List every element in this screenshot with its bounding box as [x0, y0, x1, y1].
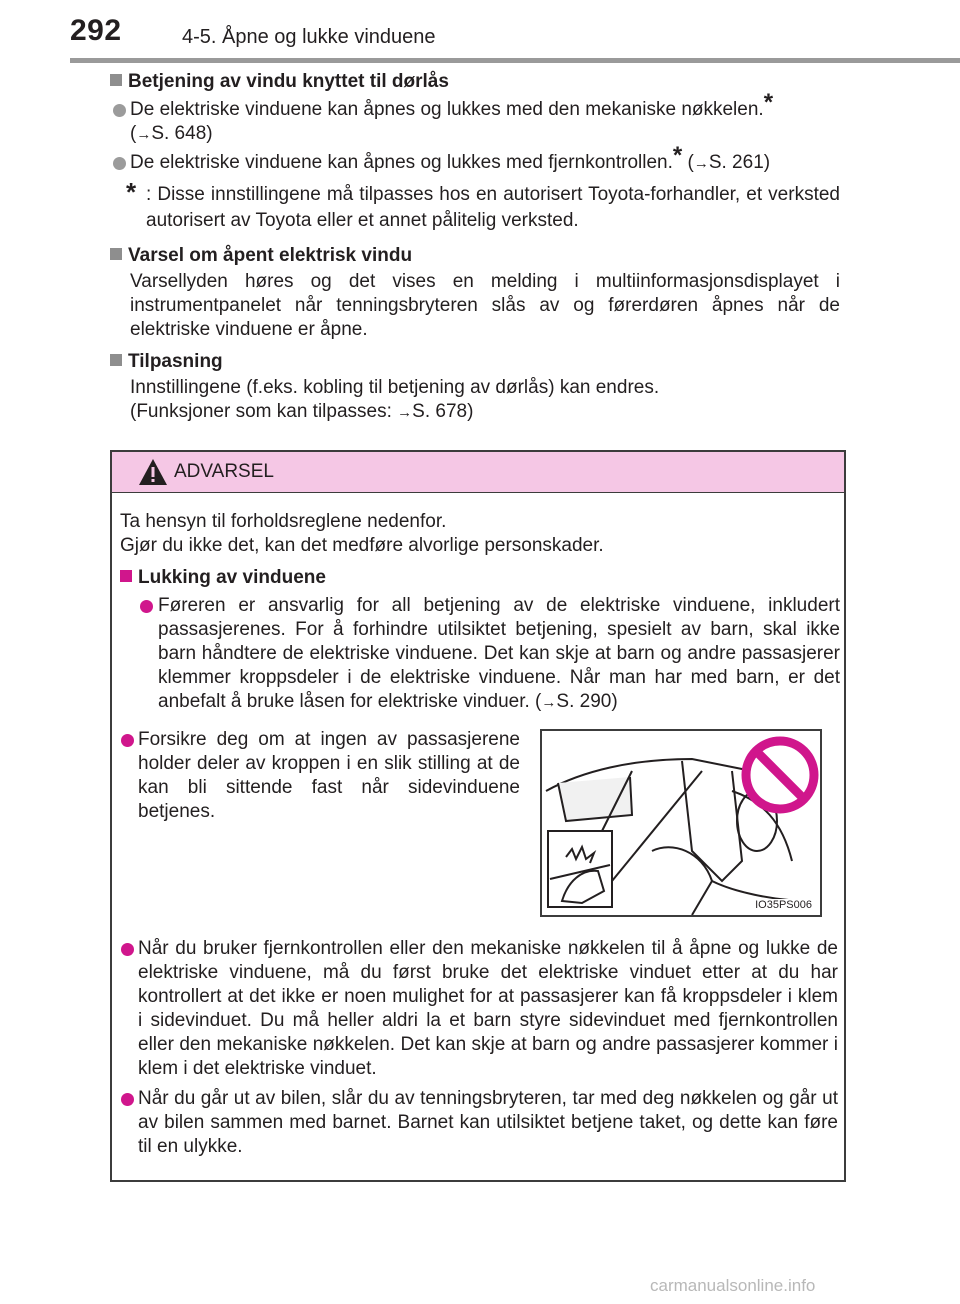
warning-label: ADVARSEL: [174, 461, 274, 482]
page-ref-678[interactable]: S. 678): [412, 401, 474, 422]
section-heading-door-lock: Betjening av vindu knyttet til dørlås: [110, 70, 840, 94]
asterisk-mark: *: [763, 89, 774, 116]
arrow-right-icon: →: [693, 155, 709, 172]
page-number: 292: [70, 14, 122, 47]
section-heading-customization: Tilpasning: [110, 350, 840, 374]
circle-bullet-icon: [113, 104, 126, 117]
arrow-right-icon: →: [541, 694, 557, 711]
open-window-text: Varsellyden høres og det vises en melding i multiinformasjonsdisplayet i instrumentpanelet når tenningsbryteren slås av og førerdøren åpnes når de elektriske vinduene er åpne.: [130, 271, 840, 340]
main-content: [110, 66, 840, 425]
asterisk-mark: *: [672, 142, 683, 169]
warning-bullet-leaving: Når du går ut av bilen, slår du av tenningsbryteren, tar med deg nøkkelen og går ut av bilen sammen med barnet. Barnet kan utilsiktet betjene taket, og dette kan føre til en ulykke.: [118, 1087, 838, 1159]
square-bullet-icon: [110, 248, 122, 260]
passenger-window-hazard-drawing: [542, 731, 820, 915]
warning-body: [120, 510, 840, 715]
circle-bullet-icon: [121, 1093, 134, 1106]
page-ref-290[interactable]: S. 290): [556, 691, 618, 712]
warning-subheading: Lukking av vinduene: [120, 566, 840, 590]
warning-bullet-passengers: Forsikre deg om at ingen av passasjerene holder deler av kroppen i en slik stilling at de kan bli sittende fast når sidevinduene betjenes.: [118, 728, 520, 824]
footnote: * : Disse innstillingene må tilpasses hos en autorisert Toyota-forhandler, et verksted autorisert av Toyota eller et annet pålitelig verksted.: [126, 177, 840, 231]
section-heading-open-window: Varsel om åpent elektrisk vindu: [110, 244, 840, 268]
warning-intro: Ta hensyn til forholdsreglene nedenfor. Gjør du ikke det, kan det medføre alvorlige personskader.: [120, 511, 604, 556]
circle-bullet-icon: [140, 600, 153, 613]
square-bullet-icon: [110, 354, 122, 366]
header-rule: [70, 58, 960, 63]
warning-bullet-remote: Når du bruker fjernkontrollen eller den mekaniske nøkkelen til å åpne og lukke de elektriske vinduene, må du først bruke det elektriske vinduet etter at du har kontrollert at det ikke er noen mulighet for at passasjerer kan få kroppsdeler i klem i sidevinduet. Du må heller aldri la et barn styre sidevinduet med fjernkontrollen eller den mekaniske nøkkelen. Det kan skje at barn og andre passasjerer kommer i klem i det elektriske vinduet.: [118, 937, 838, 1081]
customization-text: Innstillingene (f.eks. kobling til betjening av dørlås) kan endres. (Funksjoner som kan tilpasses: →S. 678): [130, 377, 660, 422]
square-bullet-icon: [120, 570, 132, 582]
page-ref-261[interactable]: S. 261): [708, 152, 771, 173]
warning-bullet-driver: Føreren er ansvarlig for all betjening av de elektriske vinduene, inkludert passasjerenes. For å forhindre utilsiktet betjening, spesielt av barn, skal ikke barn håndtere de elektriske vinduene. Det kan skje at barn og andre passasjerer klemmer kroppsdeler i de elektriske vinduene. Når man har med barn, er det anbefalt å bruke låsen for elektriske vinduer. (→S. 290): [120, 594, 840, 715]
illustration-code: IO35PS006: [755, 899, 812, 911]
warning-triangle-icon: [138, 458, 168, 486]
bullet-remote: De elektriske vinduene kan åpnes og lukkes med fjernkontrollen.* (→S. 261): [110, 151, 840, 176]
arrow-right-icon: →: [136, 126, 152, 143]
square-bullet-icon: [110, 74, 122, 86]
bullet-mechanical-key: De elektriske vinduene kan åpnes og lukkes med den mekaniske nøkkelen.* (→S. 648): [110, 98, 840, 147]
warning-bottom-bullets: [118, 937, 838, 1159]
warning-header: [112, 452, 844, 493]
circle-bullet-icon: [113, 157, 126, 170]
footnote-asterisk: *: [126, 177, 137, 207]
circle-bullet-icon: [121, 943, 134, 956]
circle-bullet-icon: [121, 734, 134, 747]
chapter-title: 4-5. Åpne og lukke vinduene: [182, 26, 436, 48]
page-ref-648[interactable]: S. 648): [151, 123, 213, 144]
car-interior-illustration: [540, 729, 822, 917]
footer-watermark: carmanualsonline.info: [650, 1276, 816, 1295]
arrow-right-icon: →: [397, 404, 413, 421]
